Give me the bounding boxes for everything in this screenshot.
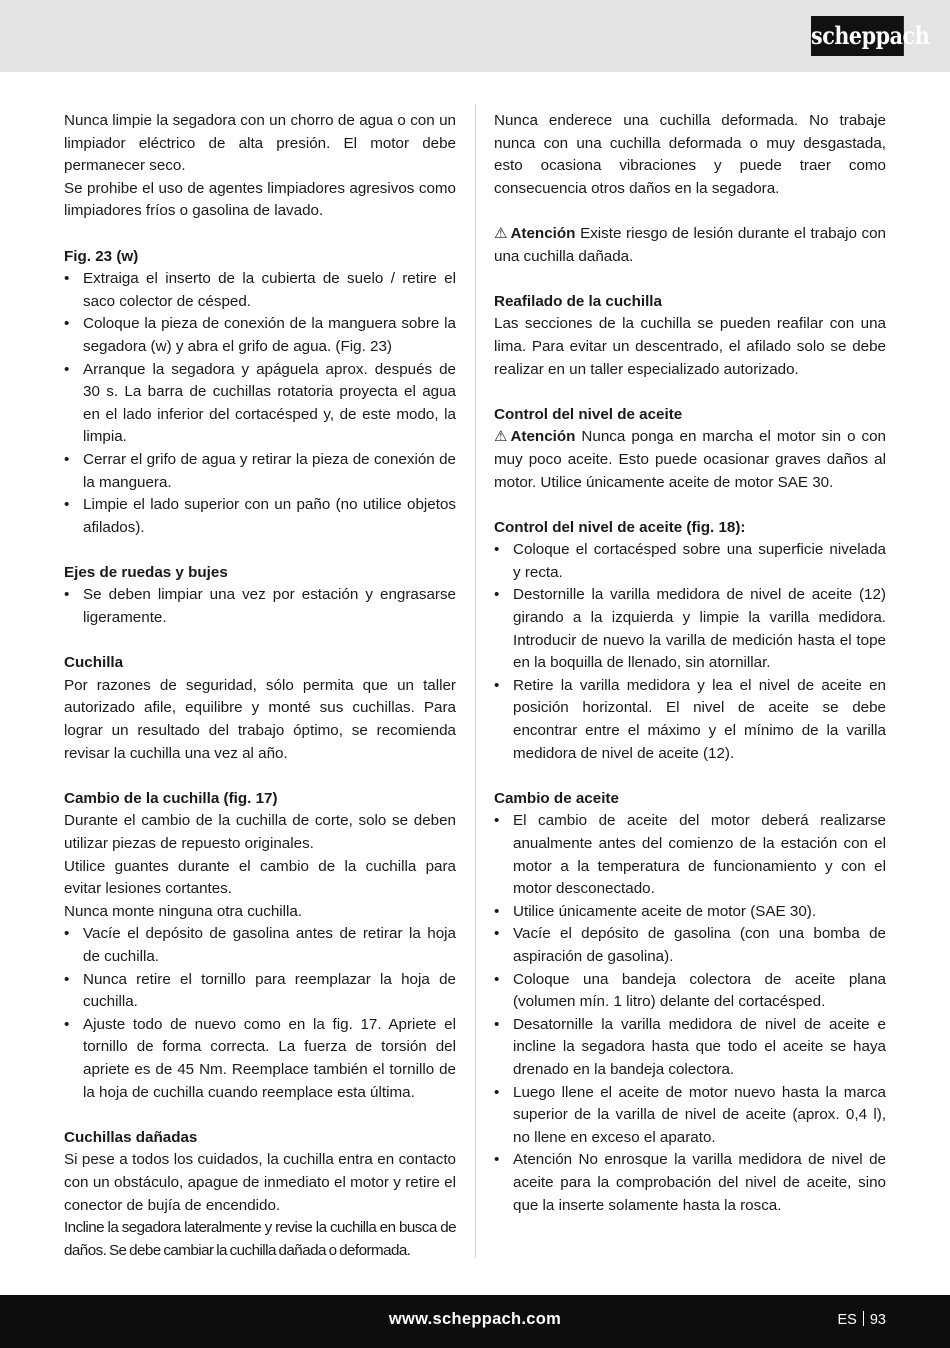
bullet-list bbox=[64, 268, 456, 539]
section-heading: Cuchillas dañadas bbox=[64, 1128, 198, 1146]
list-item: • Destornille la varilla medidora de nivel de aceite (12) girando a la izquierda y limpie la varilla medidora. Introducir de nuevo la varilla de medición hasta el tope en la boquilla de llenado, sin atornillar. bbox=[494, 584, 886, 674]
warning-label: Atención bbox=[510, 224, 576, 242]
bullet-list bbox=[64, 923, 456, 1104]
page-footer bbox=[0, 1295, 950, 1348]
list-item: • Atención No enrosque la varilla medidora de nivel de aceite para la comprobación del nivel de aceite, sino que la inserte solamente hasta la rosca. bbox=[494, 1149, 886, 1217]
page-number-value: 93 bbox=[869, 1312, 886, 1328]
section-heading: Control del nivel de aceite (fig. 18): bbox=[494, 518, 746, 536]
scheppach-logo: scheppach bbox=[811, 16, 904, 56]
list-item: • El cambio de aceite del motor deberá realizarse anualmente antes del comienzo de la estación con el motor a la temperatura de funcionamiento y con el motor desconectado. bbox=[494, 810, 886, 900]
warning-paragraph bbox=[494, 223, 886, 268]
section-heading: Reafilado de la cuchilla bbox=[494, 292, 662, 310]
list-item: • Nunca retire el tornillo para reemplazar la hoja de cuchilla. bbox=[64, 969, 456, 1014]
warning-text: Nunca ponga en marcha el motor sin o con muy poco aceite. Esto puede ocasionar graves daños al motor. Utilice únicamente aceite de motor SAE 30. bbox=[494, 428, 886, 491]
warning-triangle-icon: ⚠ bbox=[494, 224, 508, 242]
list-item: • Coloque el cortacésped sobre una superficie nivelada y recta. bbox=[494, 539, 886, 584]
list-item: • Arranque la segadora y apáguela aprox. después de 30 s. La barra de cuchillas rotatoria proyecta el agua en el lado inferior del cortacésped y, de este modo, la limpia. bbox=[64, 359, 456, 449]
list-item: • Vacíe el depósito de gasolina (con una bomba de aspiración de gasolina). bbox=[494, 923, 886, 968]
section-heading: Fig. 23 (w) bbox=[64, 247, 139, 265]
column-divider bbox=[475, 104, 476, 1258]
list-item: • Coloque una bandeja colectora de aceite plana (volumen mín. 1 litro) delante del cortacésped. bbox=[494, 969, 886, 1014]
list-item: • Ajuste todo de nuevo como en la fig. 17. Apriete el tornillo de forma correcta. La fuerza de torsión del apriete es de 45 Nm. Reemplace también el tornillo de la hoja de cuchilla cuando reemplace esta última. bbox=[64, 1014, 456, 1104]
paragraph: Utilice guantes durante el cambio de la cuchilla para evitar lesiones cortantes. bbox=[64, 857, 456, 898]
language-code: ES bbox=[837, 1312, 857, 1328]
list-item: • Coloque la pieza de conexión de la manguera sobre la segadora (w) y abra el grifo de agua. (Fig. 23) bbox=[64, 313, 456, 358]
right-column bbox=[494, 110, 886, 1217]
bullet-list bbox=[64, 584, 456, 629]
list-item: • Limpie el lado superior con un paño (no utilice objetos afilados). bbox=[64, 494, 456, 539]
section-heading: Cambio de aceite bbox=[494, 789, 619, 807]
list-item: • Luego llene el aceite de motor nuevo hasta la marca superior de la varilla de nivel de aceite (aprox. 0,4 l), no llene en exceso el aparato. bbox=[494, 1082, 886, 1150]
section-heading: Ejes de ruedas y bujes bbox=[64, 563, 228, 581]
list-item: • Retire la varilla medidora y lea el nivel de aceite en posición horizontal. El nivel de aceite se debe encontrar entre el máximo y el mínimo de la varilla medidora de nivel de aceite (12). bbox=[494, 675, 886, 765]
warning-triangle-icon: ⚠ bbox=[494, 428, 508, 446]
bullet-list bbox=[494, 810, 886, 1217]
website-url: www.scheppach.com bbox=[388, 1310, 562, 1328]
list-item: • Extraiga el inserto de la cubierta de suelo / retire el saco colector de césped. bbox=[64, 268, 456, 313]
paragraph: Por razones de seguridad, sólo permita que un taller autorizado afile, equilibre y monté sus cuchillas. Para lograr un resultado del trabajo óptimo, se recomienda revisar la cuchilla una vez al año. bbox=[64, 676, 456, 762]
paragraph: Si pese a todos los cuidados, la cuchilla entra en contacto con un obstáculo, apague de inmediato el motor y retire el conector de bujía de encendido. bbox=[64, 1151, 456, 1214]
paragraph: Nunca limpie la segadora con un chorro de agua o con un limpiador eléctrico de alta presión. El motor debe permanecer seco. bbox=[64, 112, 456, 175]
paragraph: Durante el cambio de la cuchilla de corte, solo se deben utilizar piezas de repuesto originales. bbox=[64, 812, 456, 852]
paragraph: Las secciones de la cuchilla se pueden reafilar con una lima. Para evitar un descentrado, el afilado solo se debe realizar en un taller especializado autorizado. bbox=[494, 315, 886, 378]
paragraph: Incline la segadora lateralmente y revise la cuchilla en busca de daños. Se debe cambiar la cuchilla dañada o deformada. bbox=[64, 1219, 456, 1259]
page-number bbox=[838, 1311, 886, 1328]
warning-text: Existe riesgo de lesión durante el trabajo con una cuchilla dañada. bbox=[494, 224, 886, 265]
paragraph: Se prohibe el uso de agentes limpiadores agresivos como limpiadores fríos o gasolina de lavado. bbox=[64, 179, 456, 220]
list-item: • Cerrar el grifo de agua y retirar la pieza de conexión de la manguera. bbox=[64, 449, 456, 494]
list-item: • Desatornille la varilla medidora de nivel de aceite e incline la segadora hasta que todo el aceite se haya drenado en la bandeja colectora. bbox=[494, 1014, 886, 1082]
page-header bbox=[0, 0, 950, 72]
separator bbox=[863, 1311, 864, 1326]
list-item: • Utilice únicamente aceite de motor (SAE 30). bbox=[494, 901, 886, 924]
list-item: • Se deben limpiar una vez por estación y engrasarse ligeramente. bbox=[64, 584, 456, 629]
warning-paragraph bbox=[494, 426, 886, 494]
paragraph: Nunca monte ninguna otra cuchilla. bbox=[64, 902, 303, 920]
list-item: • Vacíe el depósito de gasolina antes de retirar la hoja de cuchilla. bbox=[64, 923, 456, 968]
paragraph: Nunca enderece una cuchilla deformada. No trabaje nunca con una cuchilla deformada o muy desgastada, esto ocasiona vibraciones y puede traer como consecuencia otros daños en la segadora. bbox=[494, 112, 886, 197]
section-heading: Cambio de la cuchilla (fig. 17) bbox=[64, 789, 278, 807]
section-heading: Cuchilla bbox=[64, 654, 124, 672]
left-column bbox=[64, 110, 456, 1262]
section-heading: Control del nivel de aceite bbox=[494, 405, 683, 423]
bullet-list bbox=[494, 539, 886, 765]
warning-label: Atención bbox=[510, 428, 576, 446]
